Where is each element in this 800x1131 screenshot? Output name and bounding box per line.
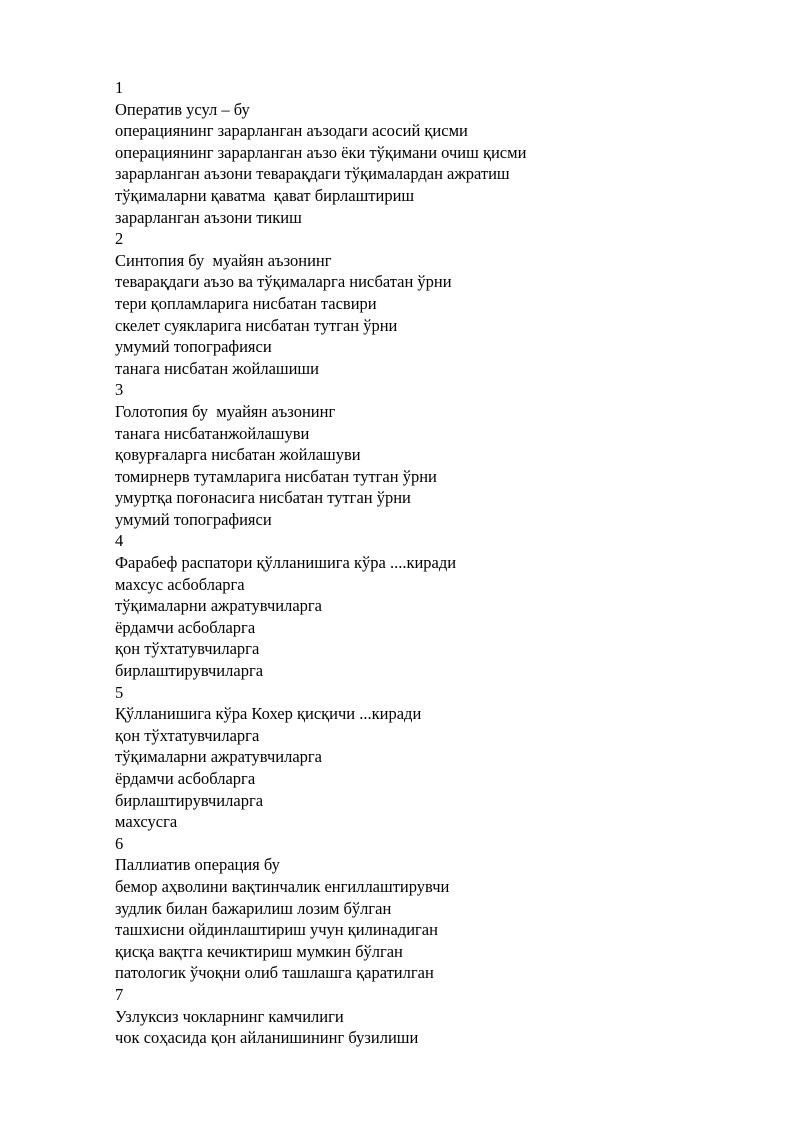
answer-option: патологик ўчоқни олиб ташлашга қаратилган [115,963,434,983]
answer-option: махсусга [115,812,178,832]
answer-option: тўқималарни ажратувчиларга [115,596,322,616]
question-text: Қўлланишига кўра Кохер қисқичи ...киради [115,704,422,724]
document-content [115,77,755,1049]
answer-option: зарарланган аъзони теварақдаги тўқималардан ажратиш [115,164,510,184]
question-text: Паллиатив операция бу [115,855,280,875]
question-text: Оператив усул – бу [115,99,250,119]
answer-option: умумий топографияси [115,509,272,529]
question-number: 5 [115,682,124,702]
answer-option: қон тўхтатувчиларга [115,725,260,745]
answer-option: умумий топографияси [115,337,272,357]
answer-option: чок соҳасида қон айланишининг бузилиши [115,1028,419,1048]
question-number: 3 [115,380,124,400]
answer-option: қисқа вақтга кечиктириш мумкин бўлган [115,941,403,961]
answer-option: теварақдаги аъзо ва тўқималарга нисбатан ўрни [115,272,452,292]
answer-option: тери қопламларига нисбатан тасвири [115,293,377,313]
question-number: 1 [115,78,124,97]
answer-option: танага нисбатанжойлашуви [115,423,310,443]
answer-option: тўқималарни ажратувчиларга [115,747,322,767]
answer-option: ташхисни ойдинлаштириш учун қилинадиган [115,920,438,940]
answer-option: томирнерв тутамларига нисбатан тутган ўрни [115,466,437,486]
answer-option: ёрдамчи асбобларга [115,617,256,637]
answer-option: тўқималарни қаватма қават бирлаштириш [115,185,415,205]
question-text: Узлуксиз чокларнинг камчилиги [115,1006,344,1026]
answer-option: бемор аҳволини вақтинчалик енгиллаштирувчи [115,876,450,896]
answer-option: зудлик билан бажарилиш лозим бўлган [115,898,392,918]
answer-option: ёрдамчи асбобларга [115,769,256,788]
answer-option: танага нисбатан жойлашиши [115,358,319,378]
answer-option: операциянинг зарарланган аъзо ёки тўқимани очиш қисми [115,142,527,162]
answer-option: скелет суякларига нисбатан тутган ўрни [115,315,398,335]
answer-option: зарарланган аъзони тикиш [115,207,302,227]
question-number: 7 [115,984,124,1004]
answer-option: қовурғаларга нисбатан жойлашуви [115,445,361,465]
question-text: Голотопия бу муайян аъзонинг [115,401,336,421]
answer-option: бирлаштирувчиларга [115,661,264,681]
question-text: Фарабеф распатори қўлланишига кўра ....киради [115,553,457,573]
answer-option: махсус асбобларга [115,574,245,594]
answer-option: операциянинг зарарланган аъзодаги асосий қисми [115,121,468,141]
question-number: 2 [115,229,124,249]
question-number: 6 [115,833,124,853]
question-text: Синтопия бу муайян аъзонинг [115,250,332,270]
answer-option: бирлаштирувчиларга [115,790,264,810]
question-number: 4 [115,531,124,551]
answer-option: умуртқа поғонасига нисбатан тутган ўрни [115,488,411,508]
answer-option: қон тўхтатувчиларга [115,639,260,659]
